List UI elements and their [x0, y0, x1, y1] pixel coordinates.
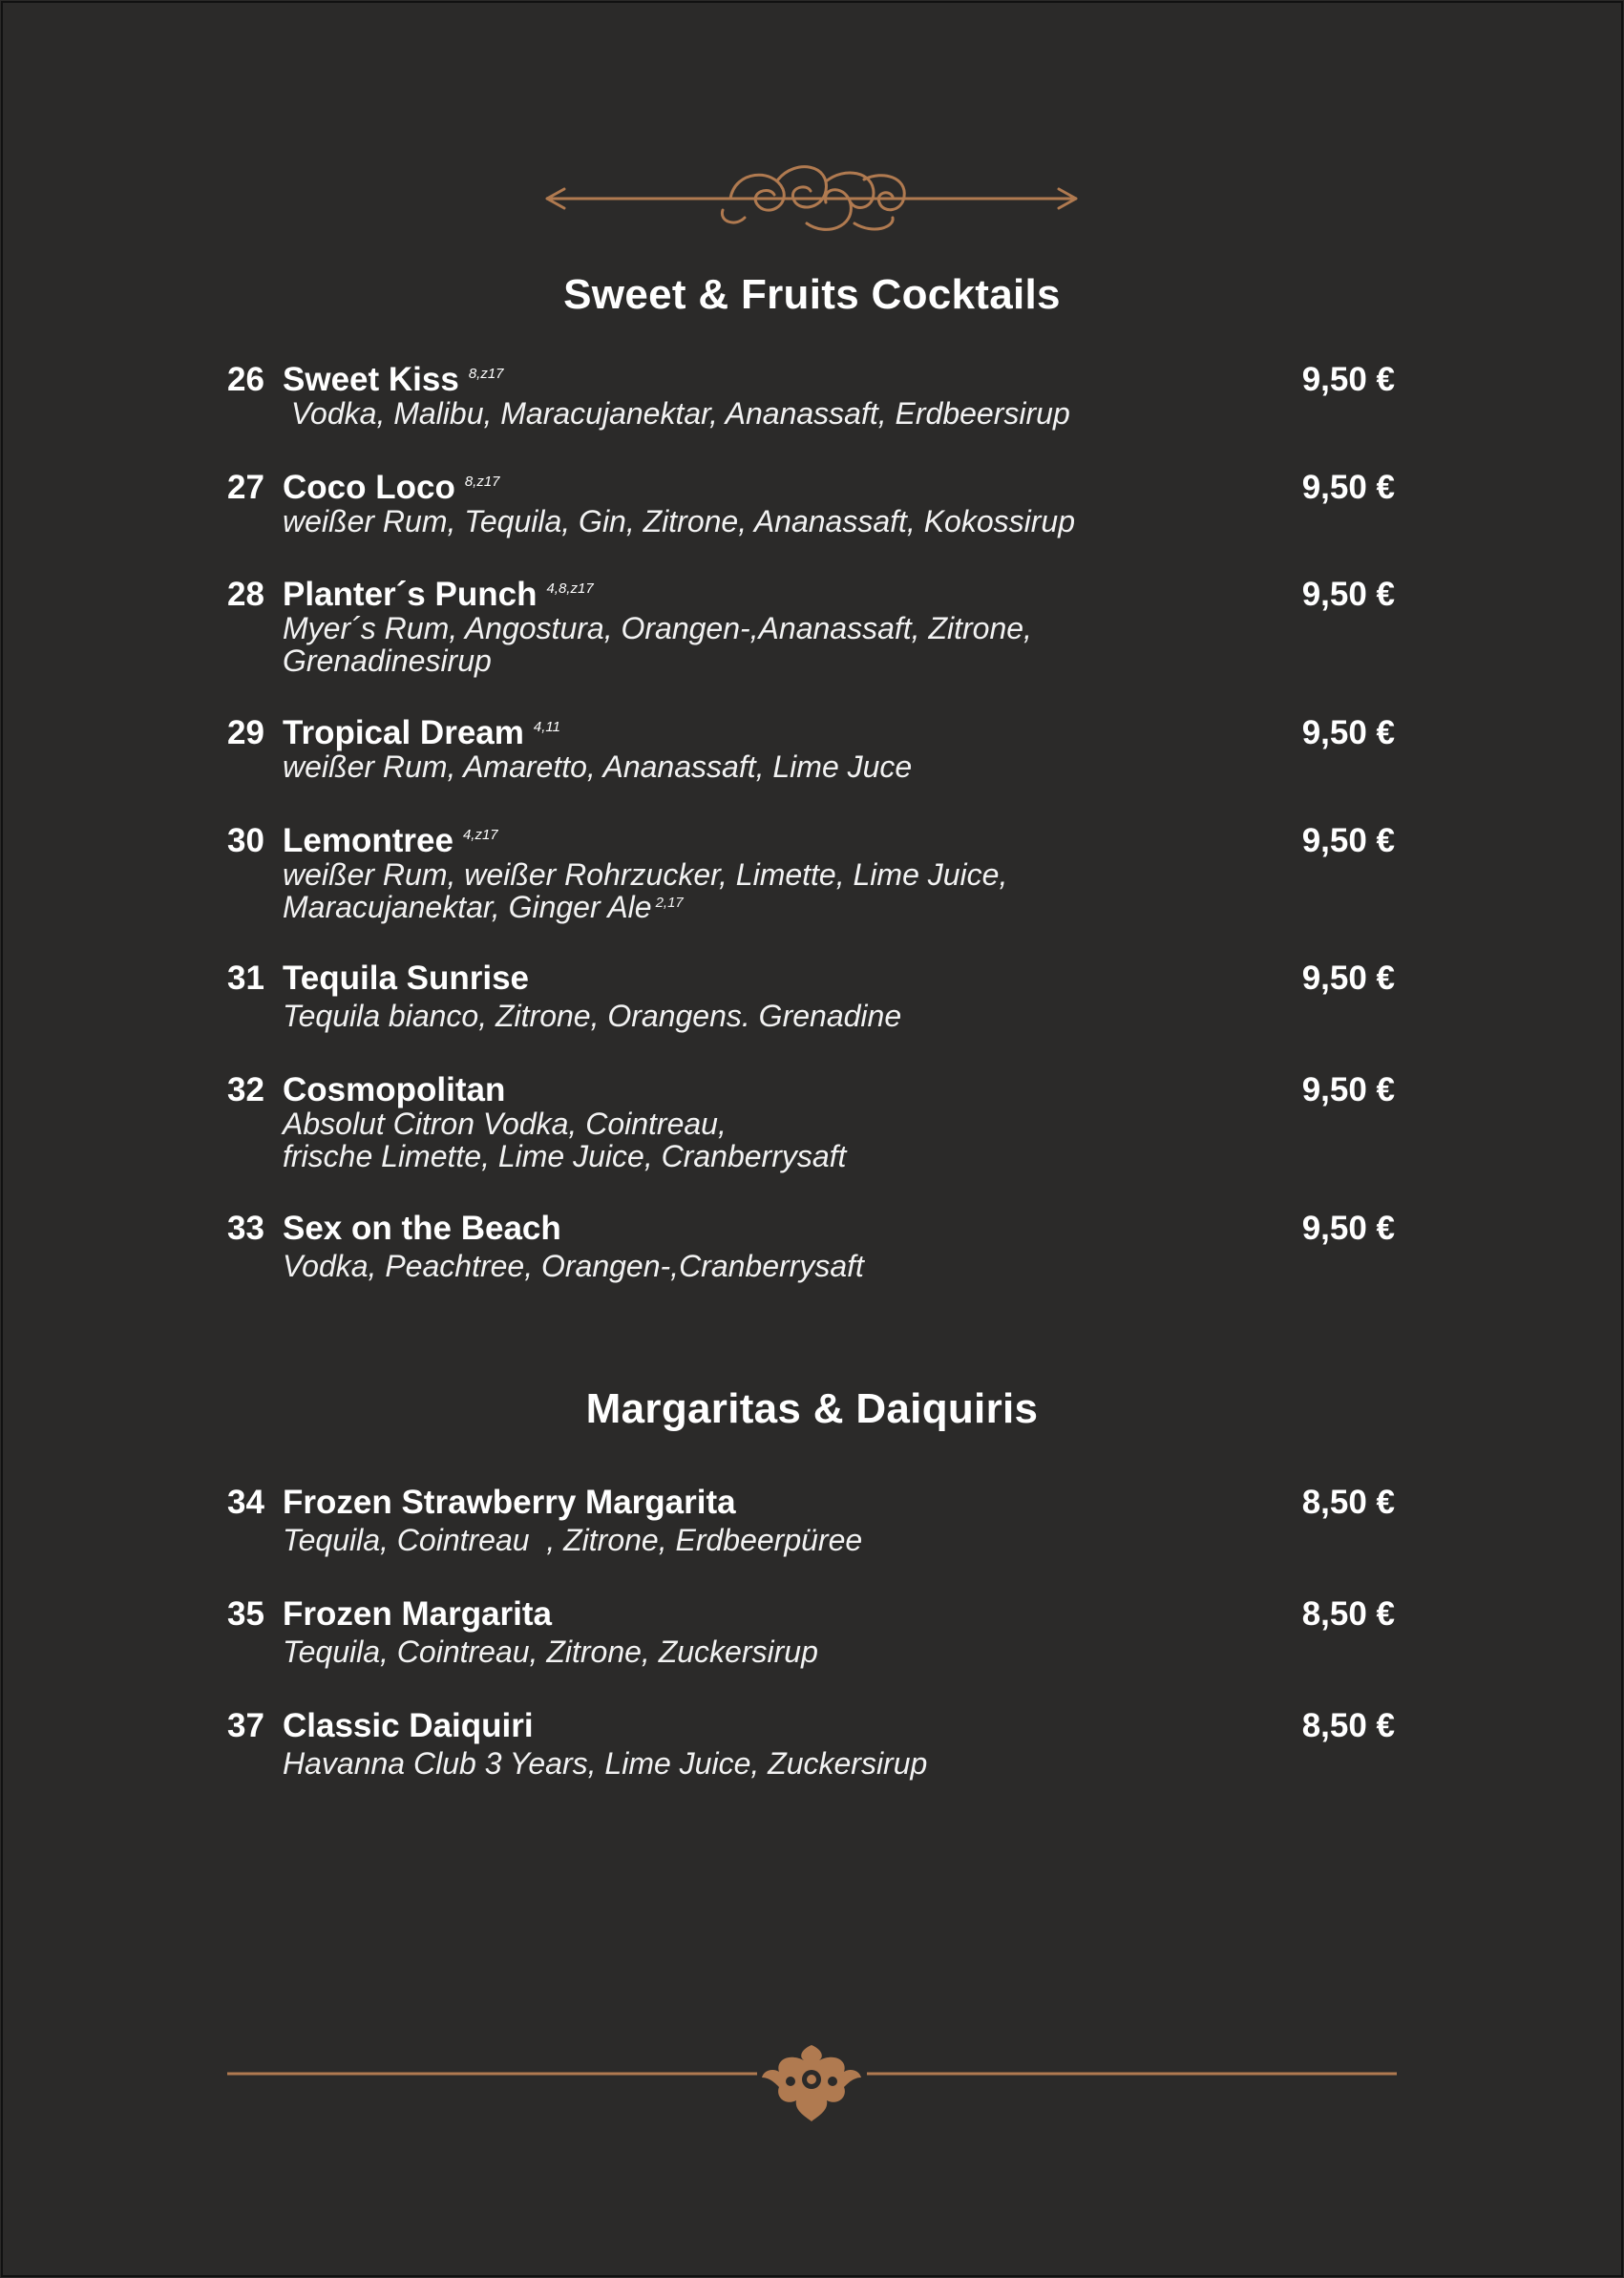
item-name: Sweet Kiss $^{8,z17}$ — [283, 361, 504, 398]
item-number: 27 — [227, 469, 264, 506]
item-price: 9,50 € — [1301, 1071, 1395, 1108]
item-number: 35 — [227, 1595, 264, 1633]
item-name: Frozen Strawberry Margarita — [283, 1484, 736, 1521]
item-price: 9,50 € — [1301, 822, 1395, 859]
allergen-codes: 4,z17 — [462, 827, 498, 843]
item-description: weißer Rum, weißer Rohrzucker, Limette, Lime Juice, Maracujanektar, Ginger Ale $^{2,17}$ — [283, 857, 1008, 924]
flourish-divider-icon — [539, 160, 1084, 243]
ornament-divider-icon — [227, 2039, 1397, 2123]
item-name: Tequila Sunrise — [283, 960, 530, 997]
item-description: Absolut Citron Vodka, Cointreau, frische Limette, Lime Juice, Cranberrysaft — [283, 1107, 847, 1173]
item-price: 9,50 € — [1301, 361, 1395, 398]
item-description: Vodka, Malibu, Maracujanektar, Ananassaft, Erdbeersirup — [283, 396, 1070, 431]
item-number: 37 — [227, 1707, 264, 1744]
item-description: Vodka, Peachtree, Orangen-,Cranberrysaft — [283, 1249, 864, 1283]
item-name: Sex on the Beach — [283, 1210, 561, 1247]
item-price: 8,50 € — [1301, 1707, 1395, 1744]
item-number: 32 — [227, 1071, 264, 1108]
item-description: Tequila bianco, Zitrone, Orangens. Grenadine — [283, 999, 902, 1033]
item-name: Planter´s Punch $^{4,8,z17}$ — [283, 576, 594, 613]
item-description: Havanna Club 3 Years, Lime Juice, Zuckersirup — [283, 1746, 928, 1781]
item-number: 33 — [227, 1210, 264, 1247]
allergen-codes: 8,z17 — [464, 474, 500, 490]
item-description: Tequila, Cointreau , Zitrone, Erdbeerpüree — [283, 1523, 863, 1557]
item-number: 34 — [227, 1484, 264, 1521]
item-number: 31 — [227, 960, 264, 997]
item-name: Tropical Dream $^{4,11}$ — [283, 714, 560, 751]
item-number: 28 — [227, 576, 264, 613]
allergen-codes: 4,11 — [533, 719, 560, 735]
allergen-codes: 8,z17 — [468, 366, 504, 382]
item-name: Lemontree $^{4,z17}$ — [283, 822, 498, 859]
item-description: weißer Rum, Amaretto, Ananassaft, Lime Juce — [283, 749, 913, 784]
item-price: 9,50 € — [1301, 714, 1395, 751]
item-description: weißer Rum, Tequila, Gin, Zitrone, Ananassaft, Kokossirup — [283, 504, 1075, 538]
item-price: 9,50 € — [1301, 576, 1395, 613]
section-title-sweet-fruits: Sweet & Fruits Cocktails — [563, 271, 1061, 318]
item-price: 8,50 € — [1301, 1484, 1395, 1521]
item-price: 8,50 € — [1301, 1595, 1395, 1633]
item-name: Classic Daiquiri — [283, 1707, 534, 1744]
item-number: 26 — [227, 361, 264, 398]
allergen-codes: 2,17 — [655, 895, 684, 911]
allergen-codes: 4,8,z17 — [546, 580, 594, 597]
item-name: Coco Loco $^{8,z17}$ — [283, 469, 500, 506]
item-price: 9,50 € — [1301, 469, 1395, 506]
item-description: Tequila, Cointreau, Zitrone, Zuckersirup — [283, 1635, 818, 1669]
item-price: 9,50 € — [1301, 960, 1395, 997]
item-name: Frozen Margarita — [283, 1595, 552, 1633]
item-price: 9,50 € — [1301, 1210, 1395, 1247]
item-description: Myer´s Rum, Angostura, Orangen-,Ananassaft, Zitrone, Grenadinesirup — [283, 611, 1032, 678]
item-number: 30 — [227, 822, 264, 859]
item-number: 29 — [227, 714, 264, 751]
item-name: Cosmopolitan — [283, 1071, 506, 1108]
section-title-margaritas-daiquiris: Margaritas & Daiquiris — [585, 1385, 1039, 1432]
